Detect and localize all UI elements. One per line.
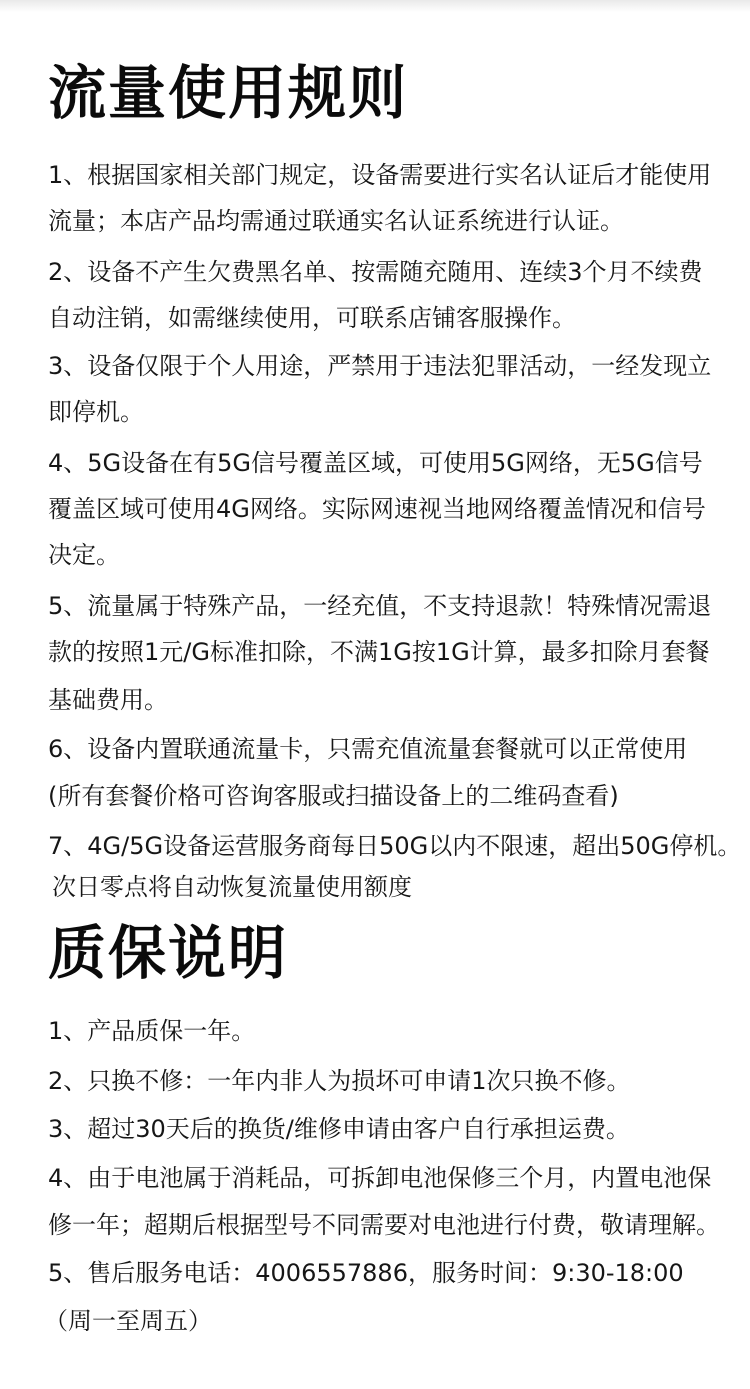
usage-rule-line: 决定。: [48, 541, 120, 569]
warranty-line: 1、产品质保一年。: [48, 1017, 256, 1045]
usage-rule-line: 覆盖区域可使用4G网络。实际网速视当地网络覆盖情况和信号: [48, 495, 706, 523]
warranty-line: 4、由于电池属于消耗品，可拆卸电池保修三个月，内置电池保: [48, 1164, 712, 1192]
usage-rules-title: 流量使用规则: [48, 59, 409, 127]
warranty-line: （周一至周五）: [44, 1307, 212, 1335]
usage-rule-line: 2、设备不产生欠费黑名单、按需随充随用、连续3个月不续费: [48, 258, 703, 286]
warranty-line: 修一年；超期后根据型号不同需要对电池进行付费，敬请理解。: [48, 1211, 720, 1239]
warranty-line: 3、超过30天后的换货/维修申请由客户自行承担运费。: [48, 1115, 630, 1143]
usage-rule-line: 4、5G设备在有5G信号覆盖区域，可使用5G网络，无5G信号: [48, 449, 703, 477]
usage-rule-line: 自动注销，如需继续使用，可联系店铺客服操作。: [48, 304, 576, 332]
usage-rule-line: 1、根据国家相关部门规定，设备需要进行实名认证后才能使用: [48, 161, 712, 189]
usage-rule-line: 6、设备内置联通流量卡，只需充值流量套餐就可以正常使用: [48, 735, 688, 763]
usage-rule-line: 3、设备仅限于个人用途，严禁用于违法犯罪活动，一经发现立: [48, 352, 712, 380]
usage-rule-line: 款的按照1元/G标准扣除，不满1G按1G计算，最多扣除月套餐: [48, 638, 710, 666]
warranty-line: 2、只换不修：一年内非人为损坏可申请1次只换不修。: [48, 1067, 631, 1095]
usage-rule-line: 次日零点将自动恢复流量使用额度: [52, 873, 412, 901]
usage-rule-line: (所有套餐价格可咨询客服或扫描设备上的二维码查看): [48, 782, 619, 810]
usage-rule-line: 7、4G/5G设备运营服务商每日50G以内不限速，超出50G停机。: [48, 832, 742, 860]
warranty-line: 5、售后服务电话：4006557886，服务时间：9:30-18:00: [48, 1259, 684, 1287]
usage-rule-line: 即停机。: [48, 398, 144, 426]
usage-rule-line: 5、流量属于特殊产品，一经充值，不支持退款！特殊情况需退: [48, 592, 712, 620]
usage-rule-line: 基础费用。: [48, 686, 168, 714]
top-edge-shadow: [0, 0, 750, 12]
usage-rule-line: 流量；本店产品均需通过联通实名认证系统进行认证。: [48, 207, 624, 235]
warranty-title: 质保说明: [48, 919, 289, 987]
